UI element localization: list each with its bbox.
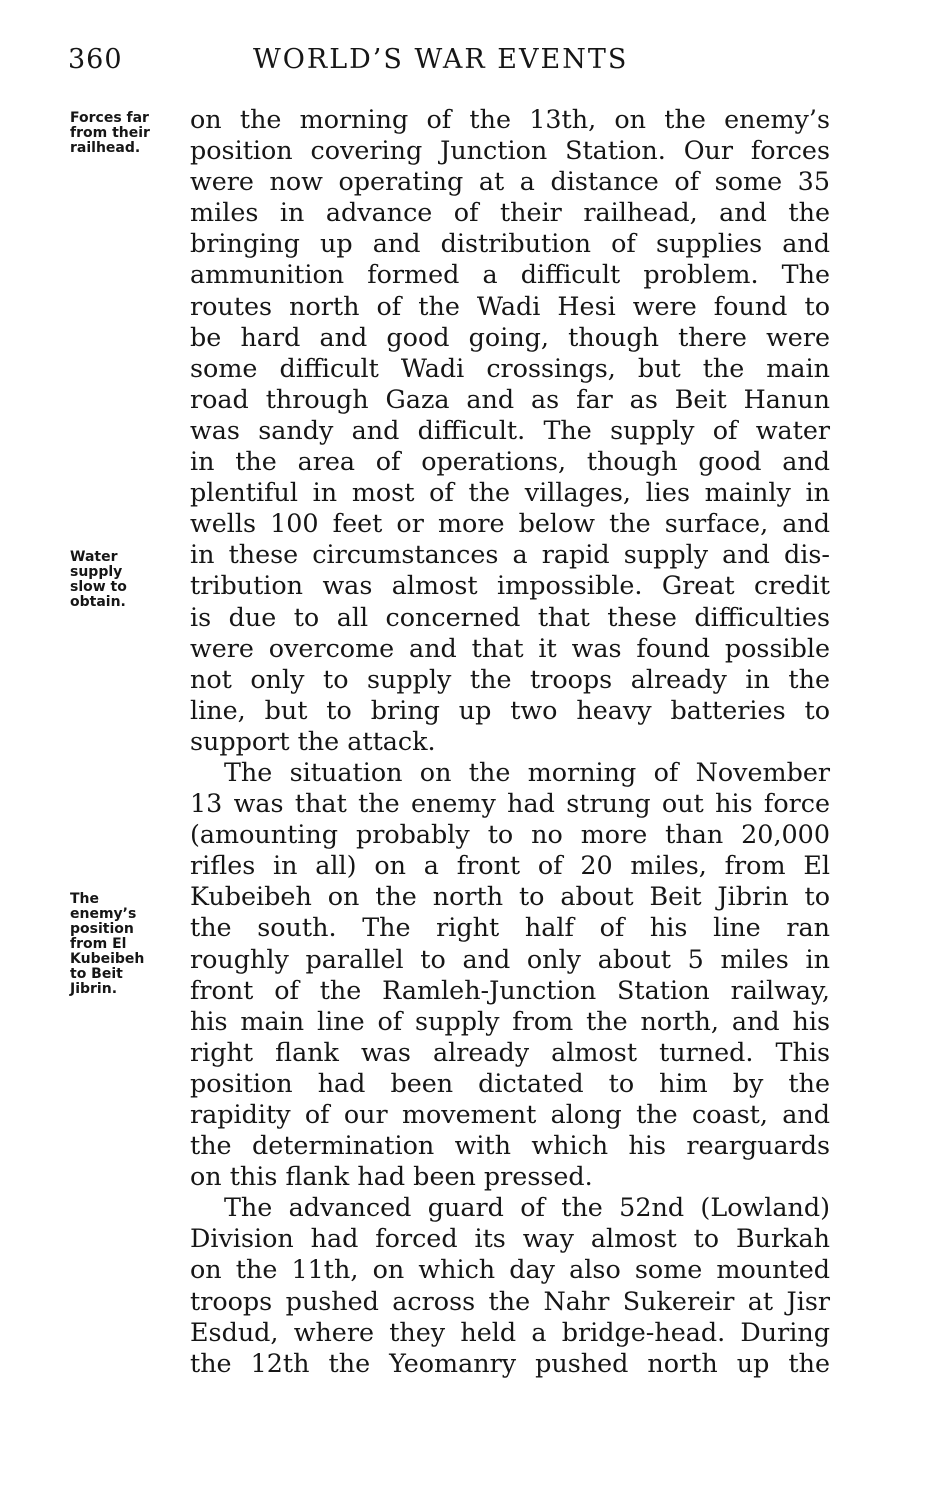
text-line: plentiful in most of the villages, lies mainly in bbox=[190, 477, 830, 508]
text-line: in these circumstances a rapid supply and dis- bbox=[190, 539, 830, 570]
text-line: bringing up and distribution of supplies and bbox=[190, 228, 830, 259]
sidenote-line: from their bbox=[70, 125, 150, 141]
text-line: rifles in all) on a front of 20 miles, from El bbox=[190, 850, 830, 881]
text-line: the determination with which his rearguards bbox=[190, 1130, 830, 1161]
text-line: on this flank had been pressed. bbox=[190, 1161, 593, 1192]
text-line: road through Gaza and as far as Beit Hanun bbox=[190, 383, 830, 414]
sidenote-line: from El bbox=[70, 936, 127, 952]
text-line: on the 11th, on which day also some mounted bbox=[190, 1254, 830, 1285]
text-line: on the morning of the 13th, on the enemy’s bbox=[190, 104, 830, 134]
text-line: wells 100 feet or more below the surface, and bbox=[190, 508, 830, 539]
text-line: ammunition formed a difficult problem. The bbox=[190, 259, 830, 290]
text-line: in the area of operations, though good and bbox=[190, 446, 830, 477]
sidenote-line: Water bbox=[70, 549, 118, 565]
text-line: his main line of supply from the north, and his bbox=[190, 1005, 830, 1036]
sidenote-line: obtain. bbox=[70, 594, 126, 610]
text-line: Division had forced its way almost to Burkah bbox=[190, 1223, 830, 1254]
text-line: tribution was almost impossible. Great credit bbox=[190, 570, 830, 601]
text-line: position had been dictated to him by the bbox=[190, 1067, 830, 1098]
running-title: WORLD’S WAR EVENTS bbox=[253, 44, 629, 75]
sidenote-water-supply bbox=[70, 550, 182, 610]
sidenote-line: railhead. bbox=[70, 140, 141, 156]
body-text bbox=[190, 104, 830, 1379]
sidenote-line: slow to bbox=[70, 579, 127, 595]
text-line: line, but to bring up two heavy batteries to bbox=[190, 694, 830, 725]
sidenote-line: Forces far bbox=[70, 110, 149, 126]
text-line: is due to all concerned that these difficulties bbox=[190, 601, 830, 632]
sidenote-line: to Beit bbox=[70, 966, 123, 982]
sidenote-line: The bbox=[70, 891, 100, 907]
text-line: was sandy and difficult. The supply of water bbox=[190, 414, 830, 445]
text-line: were now operating at a distance of some 35 bbox=[190, 166, 830, 197]
text-line: The advanced guard of the 52nd (Lowland) bbox=[224, 1192, 830, 1223]
text-line: the south. The right half of his line ran bbox=[190, 912, 830, 943]
running-head bbox=[68, 44, 828, 84]
text-line: (amounting probably to no more than 20,000 bbox=[190, 819, 830, 850]
text-line: be hard and good going, though there were bbox=[190, 321, 830, 352]
page-number: 360 bbox=[68, 44, 123, 75]
sidenote-enemy-position bbox=[70, 892, 182, 997]
sidenote-line: enemy’s bbox=[70, 906, 137, 922]
text-line: troops pushed across the Nahr Sukereir at Jisr bbox=[190, 1285, 830, 1316]
text-line: The situation on the morning of November bbox=[224, 756, 830, 787]
sidenote-line: Jibrin. bbox=[70, 981, 118, 997]
text-line: front of the Ramleh-Junction Station railway, bbox=[190, 974, 830, 1005]
text-line: were overcome and that it was found possible bbox=[190, 632, 830, 663]
text-line: position covering Junction Station. Our forces bbox=[190, 135, 830, 166]
text-line: the 12th the Yeomanry pushed north up the bbox=[190, 1347, 830, 1378]
text-line: roughly parallel to and only about 5 miles in bbox=[190, 943, 830, 974]
text-line: not only to supply the troops already in the bbox=[190, 663, 830, 694]
text-line: support the attack. bbox=[190, 725, 436, 756]
text-line: Kubeibeh on the north to about Beit Jibrin to bbox=[190, 881, 830, 912]
text-line: 13 was that the enemy had strung out his force bbox=[190, 788, 830, 819]
text-line: miles in advance of their railhead, and the bbox=[190, 197, 830, 228]
text-line: Esdud, where they held a bridge-head. During bbox=[190, 1316, 830, 1347]
text-line: routes north of the Wadi Hesi were found to bbox=[190, 290, 830, 321]
text-line: right flank was already almost turned. This bbox=[190, 1036, 830, 1067]
sidenote-line: Kubeibeh bbox=[70, 951, 145, 967]
text-line: some difficult Wadi crossings, but the main bbox=[190, 352, 830, 383]
sidenote-line: position bbox=[70, 921, 134, 937]
sidenote-line: supply bbox=[70, 564, 123, 580]
sidenote-forces-far-from-railhead bbox=[70, 111, 182, 156]
text-line: rapidity of our movement along the coast, and bbox=[190, 1099, 830, 1129]
